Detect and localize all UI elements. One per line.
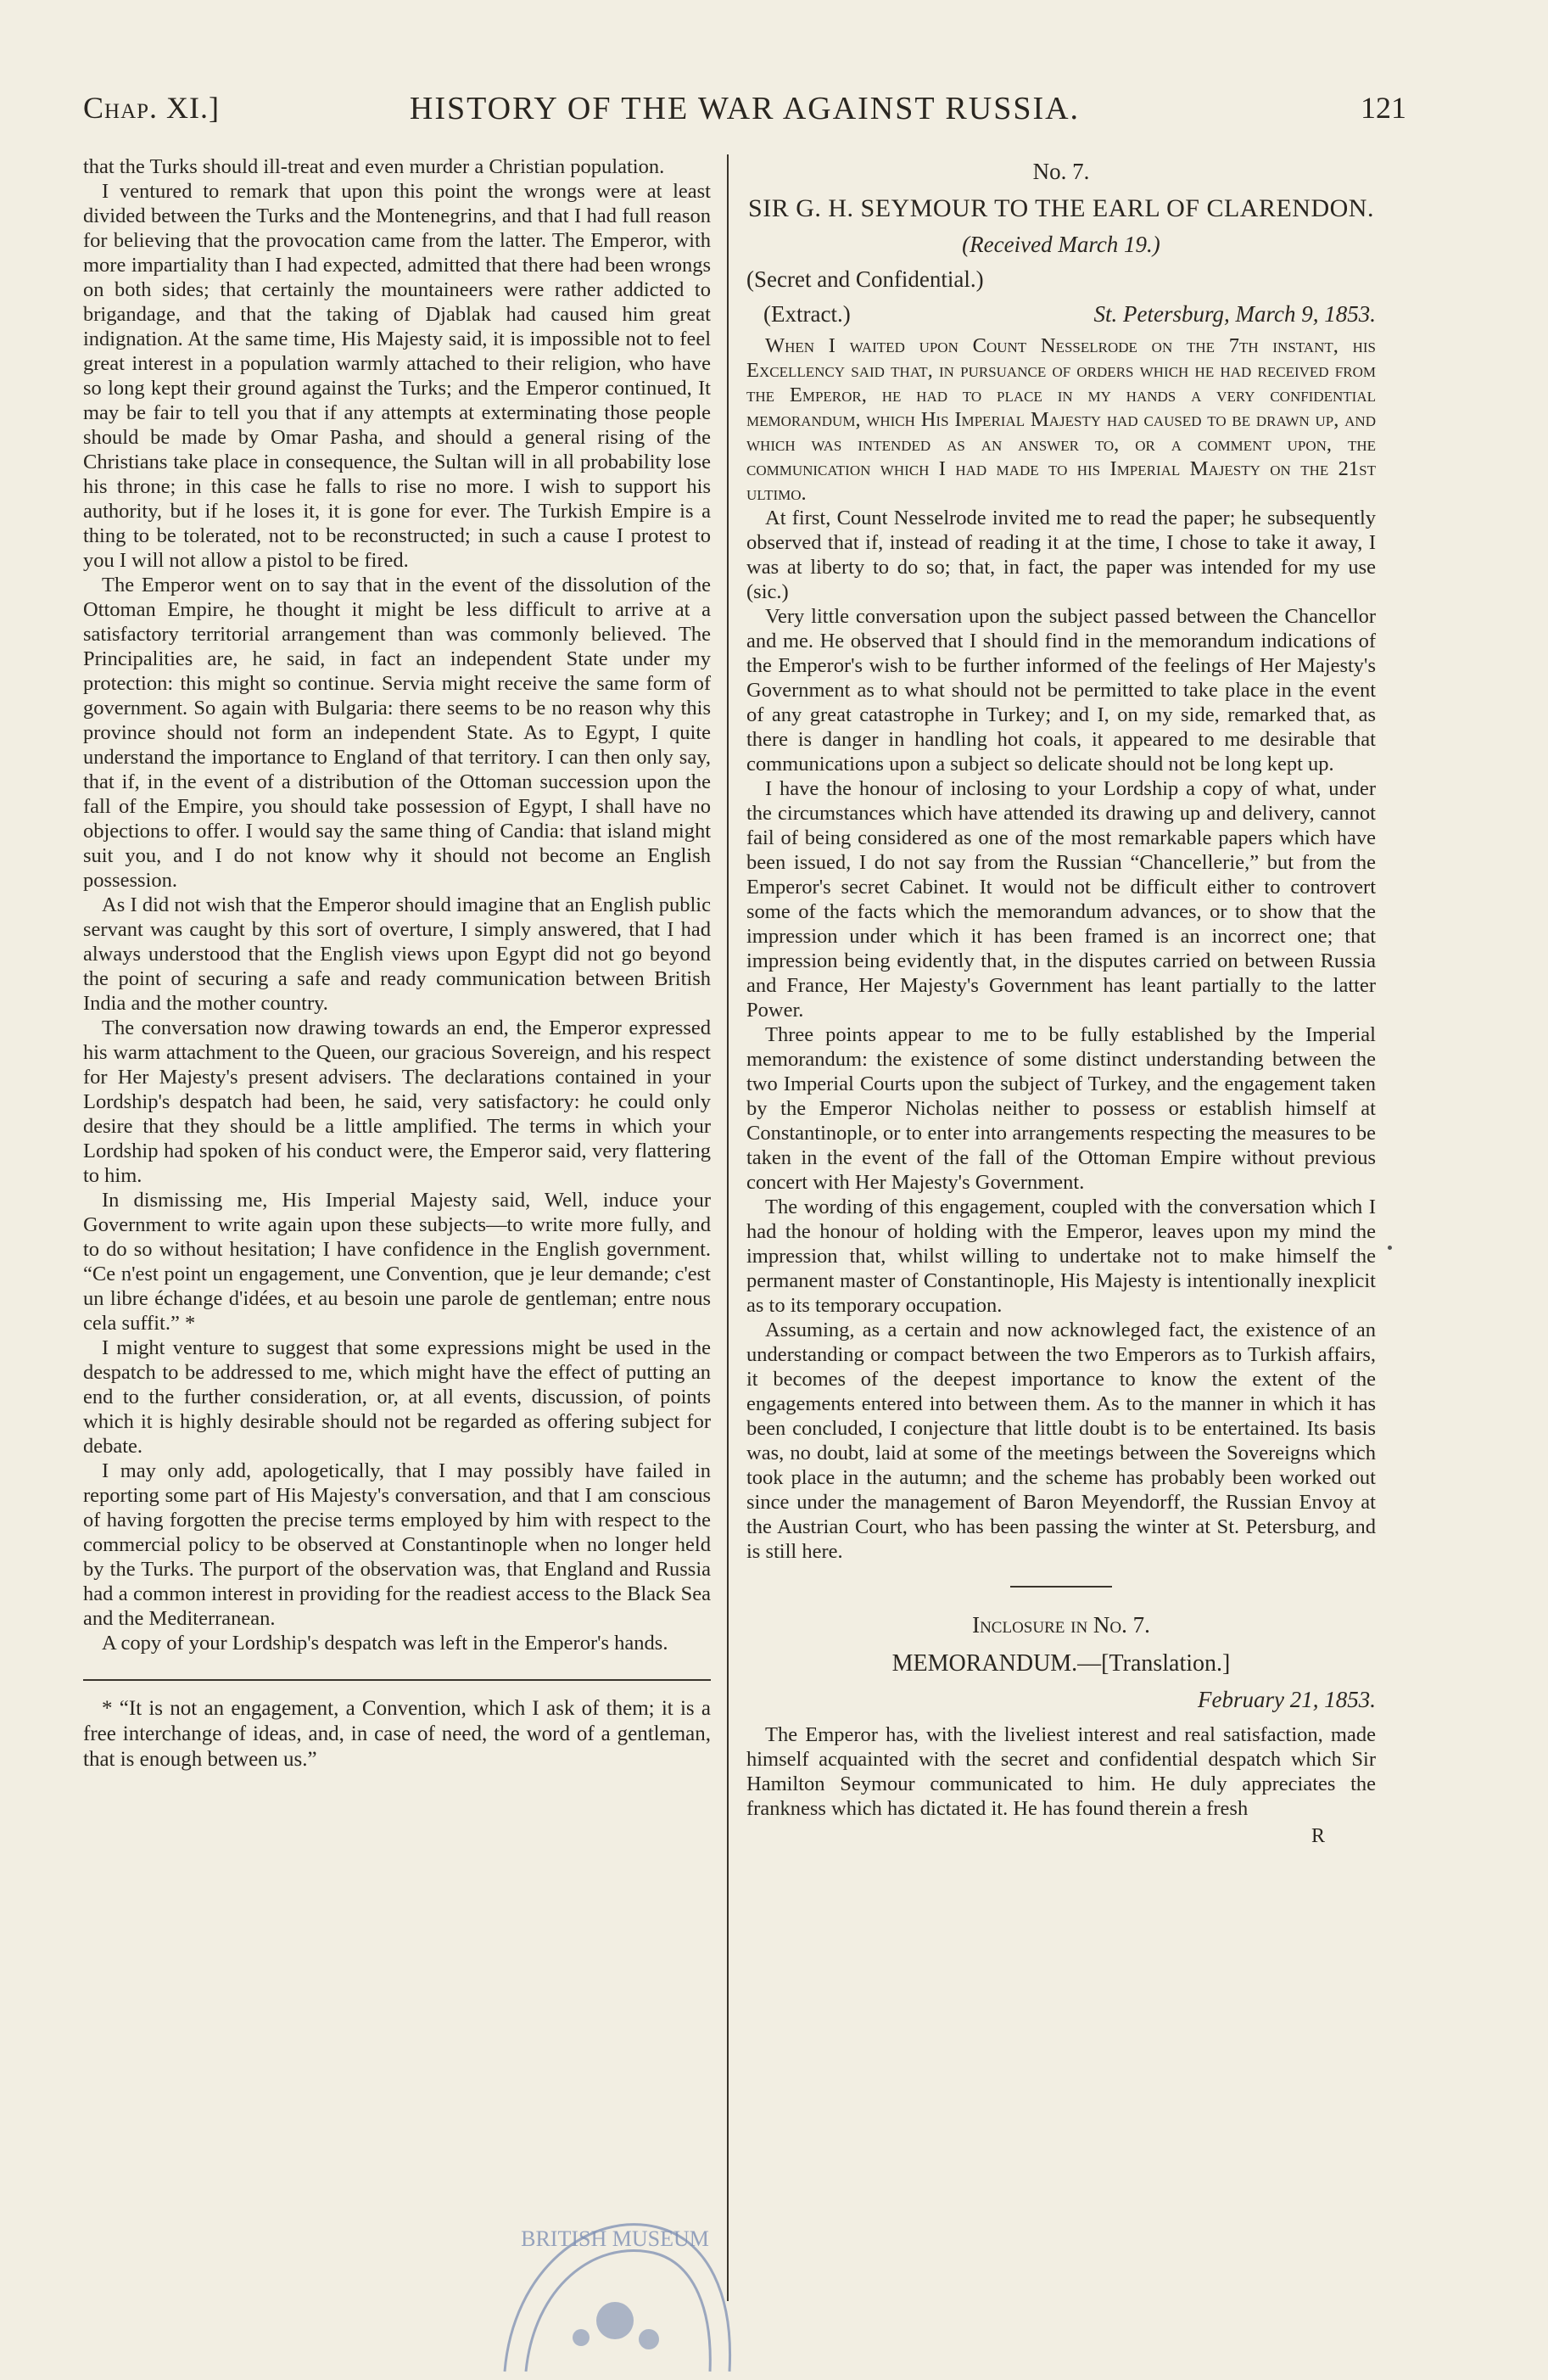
footnote: * “It is not an engagement, a Convention, which I ask of them; it is a free interchange of ideas, and, in case of need, the word of a gentleman, that is enough between us.” xyxy=(83,1697,711,1771)
paragraph: I may only add, apologetically, that I may possibly have failed in reporting some part of His Majesty's conversation, and that I am conscious of having forgotten the precise terms employed by him with respect to the commercial policy to be observed at Constantinople when no longer held by the Turks. The purport of the observation was, that England and Russia had a common interest in providing for the readiest access to the Black Sea and the Mediterranean. xyxy=(83,1459,711,1630)
document-heading: SIR G. H. SEYMOUR TO THE EARL OF CLARENDON. xyxy=(748,194,1374,222)
paragraph: As I did not wish that the Emperor should imagine that an English public servant was caught by this sort of overture, I simply answered, that I had always understood that the English views upon Egypt did not go beyond the point of securing a safe and ready communication between British India and the mother country. xyxy=(83,893,711,1015)
paragraph: that the Turks should ill-treat and even murder a Christian population. xyxy=(83,155,665,178)
memo-date: February 21, 1853. xyxy=(1198,1687,1376,1712)
document-number: No. 7. xyxy=(1032,159,1090,184)
inclosure-label: Inclosure in No. 7. xyxy=(972,1612,1150,1638)
paragraph: I might venture to suggest that some expressions might be used in the despatch to be addressed to me, which might have the effect of putting an end to the further consideration, or, at all events, discussion, of points which it is highly desirable should not be regarded as offering subject for debate. xyxy=(83,1336,711,1458)
paragraph: I ventured to remark that upon this point the wrongs were at least divided between the Turks and the Montenegrins, and that I had full reason for believing that the provocation came from the latter. The Emperor, with more impartiality than I had expected, admitted that there had been wrongs on both sides; that certainly the mountaineers were rather addicted to brigandage, and that the taking of Djablak had caused him great indignation. At the same time, His Majesty said, it is impossible not to feel great interest in a population warmly attached to their religion, who have so long kept their ground against the Turks; and the Emperor continued, It may be fair to tell you that if any attempts at exterminating those people should be made by Omar Pasha, and should a general rising of the Christians take place in consequence, the Sultan will in all probability lose his throne; in this case he falls to rise no more. I wish to support his authority, but if he loses it, it is gone for ever. The Turkish Empire is a thing to be tolerated, not to be reconstructed; in such a cause I protest to you I will not allow a pistol to be fired. xyxy=(83,180,711,572)
paragraph: In dismissing me, His Imperial Majesty said, Well, induce your Government to write again upon these subjects—to write more fully, and to do so without hesitation; I have confidence in the English government. “Ce n'est point un engagement, une Convention, que je leur demande; c'est un libre échange d'idées, et au besoin une parole de gentleman; entre nous cela suffit.” * xyxy=(83,1189,711,1335)
extract-label: (Extract.) xyxy=(763,301,851,327)
footnote-rule xyxy=(83,1679,711,1681)
page-number: 121 xyxy=(1361,91,1406,125)
library-stamp-icon xyxy=(488,2202,742,2380)
chapter-label: Chap. XI.] xyxy=(83,91,220,125)
paragraph: The Emperor went on to say that in the event of the dissolution of the Ottoman Empire, he thought it might be less difficult to arrive at a satisfactory territorial arrangement than was commonly believed. The Principalities are, he said, in fact an independent State under my protection: this might so continue. Servia might receive the same form of government. So again with Bulgaria: there seems to be no reason why this province should not form an independent State. As to Egypt, I quite understand the importance to England of that territory. I can then only say, that if, in the event of a distribution of the Ottoman succession upon the fall of the Empire, you should take possession of Egypt, I shall have no objections to offer. I would say the same thing of Candia: that island might suit you, and I do not know why it should not become an English possession. xyxy=(83,574,711,892)
left-column xyxy=(83,154,711,1772)
paragraph: When I waited upon Count Nesselrode on the 7th instant, his Excellency said that, in pursuance of orders which he had received from the Emperor, he had to place in my hands a very confidential memorandum, which His Imperial Majesty had caused to be drawn up, and which was intended as an answer to, or a comment upon, the communication which I had made to his Imperial Majesty on the 21st ultimo. xyxy=(746,334,1376,505)
signature-mark: R xyxy=(1310,1825,1325,1847)
paragraph: Three points appear to me to be fully established by the Imperial memorandum: the existence of some distinct understanding between the two Imperial Courts upon the subject of Turkey, and the engagement taken by the Emperor Nicholas neither to possess or establish himself at Constantinople, or to enter into arrangements respecting the measures to be taken in the event of the fall of the Ottoman Empire without previous concert with Her Majesty's Government. xyxy=(746,1023,1376,1194)
paragraph: The conversation now drawing towards an end, the Emperor expressed his warm attachment to the Queen, our gracious Sovereign, and his respect for Her Majesty's present advisers. The declarations contained in your Lordship's despatch had been, he said, very satisfactory: he could only desire that they should be a little amplified. The terms in which your Lordship had spoken of his conduct were, the Emperor said, very flattering to him. xyxy=(83,1016,711,1187)
paragraph: The wording of this engagement, coupled with the conversation which I had the honour of holding with the Emperor, leaves upon my mind the impression that, whilst willing to undertake not to make himself the permanent master of Constantinople, His Majesty is intentionally inexplicit as to its temporary occupation. xyxy=(746,1196,1376,1317)
paragraph: The Emperor has, with the liveliest interest and real satisfaction, made himself acquainted with the secret and confidential despatch which Sir Hamilton Seymour communicated to him. He duly appreciates the frankness which has dictated it. He has found therein a fresh xyxy=(746,1723,1376,1820)
memo-heading: MEMORANDUM.—[Translation.] xyxy=(891,1650,1231,1677)
running-header xyxy=(83,90,1406,132)
column-divider xyxy=(727,154,729,2301)
place-date: St. Petersburg, March 9, 1853. xyxy=(1093,301,1376,327)
classification: (Secret and Confidential.) xyxy=(746,266,984,292)
paragraph: I have the honour of inclosing to your Lordship a copy of what, under the circumstances which have attended its drawing up and delivery, cannot fail of being considered as one of the most remarkable papers which have been issued, I do not say from the Russian “Chancellerie,” but from the Emperor's secret Cabinet. It would not be difficult either to controvert some of the facts which the memorandum advances, or to show that the impression under which it has been framed is an incorrect one; that impression being evidently that, in the disputes carried on between Russia and France, Her Majesty's Government has leant partially to the latter Power. xyxy=(746,777,1376,1022)
svg-text:BRITISH MUSEUM: BRITISH MUSEUM xyxy=(521,2226,709,2251)
paragraph: Assuming, as a certain and now acknowleged fact, the existence of an understanding or compact between the two Emperors as to Turkish affairs, it becomes of the deepest importance to know the extent of the engagements entered into between them. As to the manner in which it has been concluded, I conjecture that little doubt is to be entertained. Its basis was, no doubt, laid at some of the meetings between the Sovereigns which took place in the autumn; and the scheme has probably been worked out since under the management of Baron Meyendorff, the Russian Envoy at the Austrian Court, who has been passing the winter at St. Petersburg, and is still here. xyxy=(746,1319,1376,1563)
section-rule xyxy=(1010,1586,1112,1588)
right-column xyxy=(746,154,1376,1849)
extract-line xyxy=(746,302,1376,327)
ink-speck xyxy=(1388,1246,1392,1250)
received-date: (Received March 19.) xyxy=(962,232,1160,257)
paragraph: At first, Count Nesselrode invited me to read the paper; he subsequently observed that if, instead of reading it at the time, I chose to take it away, I was at liberty to do so; that, in fact, the paper was intended for my use (sic.) xyxy=(746,507,1376,603)
paragraph: A copy of your Lordship's despatch was left in the Emperor's hands. xyxy=(102,1632,668,1655)
paragraph: Very little conversation upon the subject passed between the Chancellor and me. He observed that I should find in the memorandum indications of the Emperor's wish to be further informed of the feelings of Her Majesty's Government as to what should not be permitted to take place in the event of any great catastrophe in Turkey; and I, on my side, remarked that, as there is danger in handling hot coals, it appeared to me desirable that communications upon a subject so delicate should not be long kept up. xyxy=(746,605,1376,776)
running-title: HISTORY OF THE WAR AGAINST RUSSIA. xyxy=(409,91,1081,126)
